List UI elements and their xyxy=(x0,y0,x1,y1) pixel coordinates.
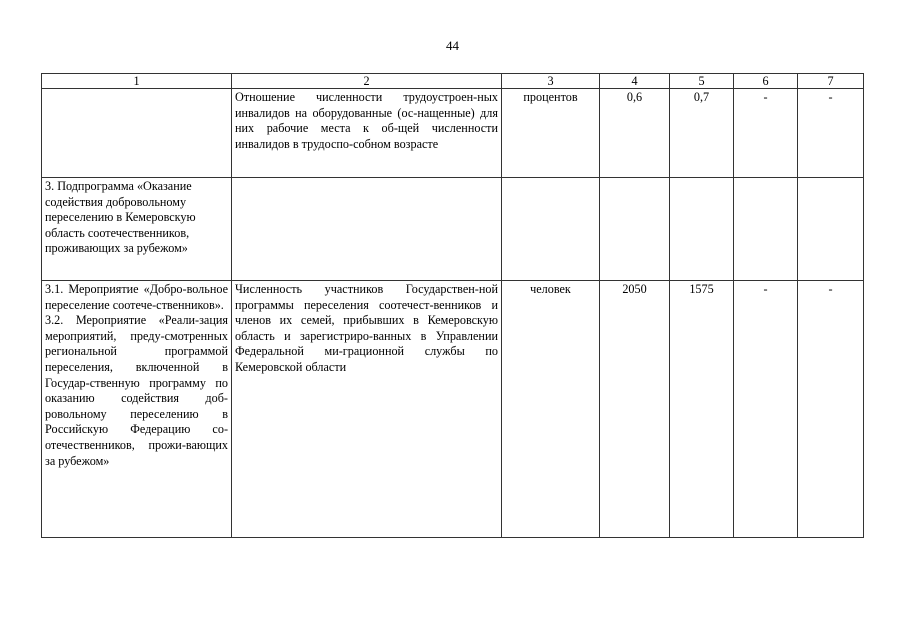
page-number: 44 xyxy=(446,38,459,53)
header-cell-3: 3 xyxy=(502,74,600,89)
indicator-cell: Численность участников Государствен-ной программы переселения соотечест-венников и членов их семей, прибывших в Кемеровскую область и зарегистриро-ванных в Управлении Федеральной ми-грационной службы по Кемеровской области xyxy=(232,281,502,538)
table-row xyxy=(42,281,864,538)
unit-cell xyxy=(502,178,600,281)
program-cell xyxy=(42,89,232,178)
subprogram-title: 3. Подпрограмма «Оказание содействия добровольному переселению в Кемеровскую область соотечественников, проживающих за рубежом» xyxy=(45,179,196,256)
value-cell-4: 2050 xyxy=(600,281,670,538)
indicators-table xyxy=(41,73,864,538)
header-cell-4: 4 xyxy=(600,74,670,89)
indicator-cell xyxy=(232,178,502,281)
value-cell-6: - xyxy=(734,89,798,178)
header-cell-1: 1 xyxy=(42,74,232,89)
measure-3-2: 3.2. Мероприятие «Реали-зация мероприятий, преду-смотренных региональной программой переселения, включенной в Государ-ственную программу по оказанию содействия доб-ровольному переселению в Российскую Федерацию со-отечественников, прожи-вающих за рубежом» xyxy=(45,313,228,468)
value-cell-5: 1575 xyxy=(670,281,734,538)
value-cell-5 xyxy=(670,178,734,281)
table-row xyxy=(42,89,864,178)
value-cell-4 xyxy=(600,178,670,281)
value-cell-6: - xyxy=(734,281,798,538)
indicator-cell: Отношение численности трудоустроен-ных инвалидов на оборудованные (ос-нащенные) для них рабочие места к об-щей численности инвалидов в трудоспо-собном возрасте xyxy=(232,89,502,178)
header-cell-5: 5 xyxy=(670,74,734,89)
header-cell-6: 6 xyxy=(734,74,798,89)
value-cell-7 xyxy=(798,178,864,281)
table-row xyxy=(42,178,864,281)
table-header-row xyxy=(42,74,864,89)
value-cell-6 xyxy=(734,178,798,281)
measure-3-1: 3.1. Мероприятие «Добро-вольное переселение соотече-ственников». xyxy=(45,282,228,312)
header-cell-7: 7 xyxy=(798,74,864,89)
unit-cell: процентов xyxy=(502,89,600,178)
value-cell-7: - xyxy=(798,89,864,178)
header-cell-2: 2 xyxy=(232,74,502,89)
program-cell xyxy=(42,178,232,281)
value-cell-4: 0,6 xyxy=(600,89,670,178)
value-cell-5: 0,7 xyxy=(670,89,734,178)
value-cell-7: - xyxy=(798,281,864,538)
program-cell xyxy=(42,281,232,538)
unit-cell: человек xyxy=(502,281,600,538)
